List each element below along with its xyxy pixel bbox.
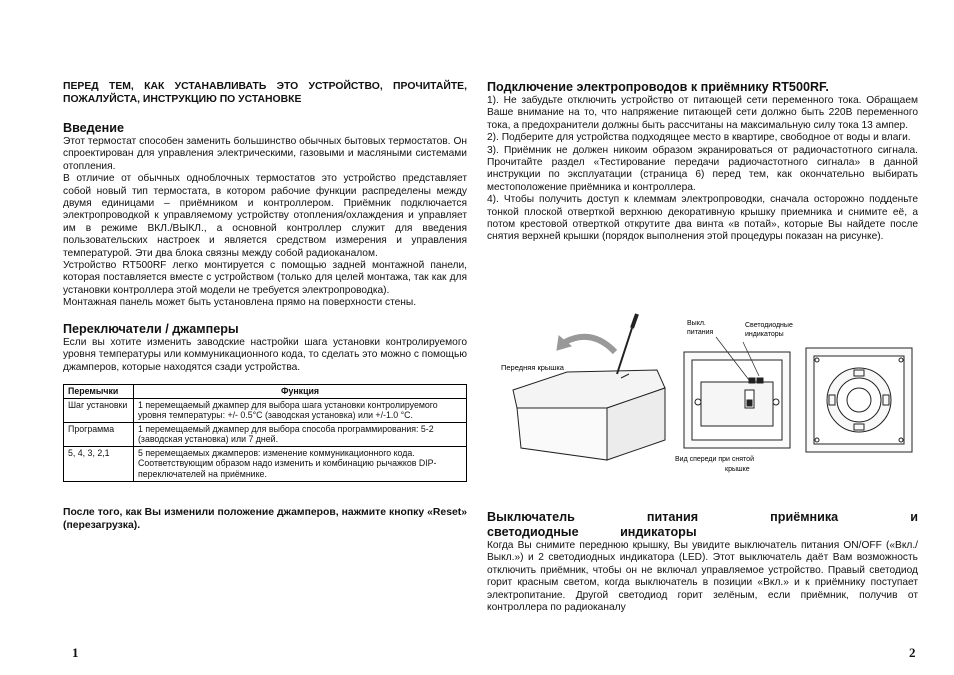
led-label: Светодиодные — [745, 322, 793, 329]
intro-paragraph: Монтажная панель может быть установлена прямо на поверхности стены. — [63, 297, 417, 309]
front-view-caption: крышке — [725, 466, 750, 473]
jumpers-table — [63, 384, 467, 482]
intro-heading: Введение — [63, 121, 125, 135]
table-cell: 1 перемещаемый джампер для выбора способа программирования: 5-2 (заводская установка) или 7 дней. — [134, 422, 467, 446]
table-row — [64, 398, 467, 422]
page-number-left: 1 — [72, 645, 79, 660]
jumpers-heading: Переключатели / джамперы — [63, 321, 239, 336]
wiring-step: 2). Подберите для устройства подходящее место в квартире, свободное от воды и влаги. — [487, 132, 911, 144]
wiring-step: 1). Не забудьте отключить устройство от питающей сети переменного тока. Обращаем Ваше внимание на то, что напряжение питающей сети должно быть 220В переменного тока, а предохранители должны быть рассчитаны на максимальную силу тока 13 ампер. — [487, 95, 918, 131]
power-off-label: питания — [687, 329, 714, 336]
table-header-jumpers: Перемычки — [64, 384, 134, 398]
table-header-row — [64, 384, 467, 398]
table-cell: 5, 4, 3, 2,1 — [64, 446, 134, 481]
receiver-diagram — [487, 300, 918, 480]
jumpers-paragraph: Если вы хотите изменить заводские настройки шага установки контролируемого уровня температуры или коммуникационного кода, то сделать это можно с помощью джамперов, которые находятся сзади устройства. — [63, 336, 467, 373]
mounting-plate-illustration — [806, 348, 912, 452]
right-page — [487, 80, 918, 244]
switch-paragraph: Когда Вы снимите переднюю крышку, Вы увидите выключатель питания ON/OFF («Вкл./Выкл.») и 2 светодиодных индикатора (LED). Этот выключатель даёт Вам возможность отключить приёмник, чтобы он не включал управляемое устройство. Правый светодиод горит красным светом, когда выключатель в позиции «Вкл.» и к приёмнику поступает электропитание. Другой светодиод горит зелёным, если приёмник, получив от контроллера по радиоканалу — [487, 540, 918, 614]
wiring-heading: Подключение электропроводов к приёмнику RT500RF. — [487, 80, 829, 94]
cover-removal-illustration — [513, 314, 665, 460]
wiring-step: 4). Чтобы получить доступ к клеммам электропроводки, сначала осторожно подденьте тонкой плоской отверткой верхнюю декоративную крышку приемника и снимите её, а потом крестовой отверткой открутите два винта «в потай», которые Вы найдете после снятия верхней крышки (порядок выполнения этой процедуры показан на рисунке). — [487, 194, 918, 243]
install-warning: ПЕРЕД ТЕМ, КАК УСТАНАВЛИВАТЬ ЭТО УСТРОЙСТВО, ПРОЧИТАЙТЕ, ПОЖАЛУЙСТА, ИНСТРУКЦИЮ ПО УСТАНОВКЕ — [63, 81, 467, 105]
led-label: индикаторы — [745, 331, 784, 338]
table-cell: Шаг установки — [64, 398, 134, 422]
front-view-illustration — [684, 337, 790, 448]
wiring-step: 3). Приёмник не должен никоим образом экранироваться от радиочастотного сигнала. Прочитайте раздел «Тестирование передачи радиочастотного сигнала» в данной инструкции по эксплуатации (страница 6) перед тем, как окончательно выбирать местоположение приёмника и контроллера. — [487, 144, 918, 193]
intro-paragraph: Устройство RT500RF легко монтируется с помощью задней монтажной панели, которая поставляется вместе с устройством (только для целей монтажа, так как для установки контроллера этой модели не требуется электропроводка). — [63, 260, 467, 296]
table-row — [64, 422, 467, 446]
table-cell: 5 перемещаемых джамперов: изменение коммуникационного кода. Соответствующим образом надо изменить и комбинацию рычажков DIP-переключателей на приёмнике. — [134, 446, 467, 481]
table-cell: Программа — [64, 422, 134, 446]
switch-section — [487, 510, 918, 614]
table-header-function: Функция — [134, 384, 467, 398]
intro-paragraph: Этот термостат способен заменить большинство обычных бытовых термостатов. Он спроектирован для управления электрическими, газовыми и масляными системами отопления. — [63, 136, 467, 172]
table-row — [64, 446, 467, 481]
front-cover-label: Передняя крышка — [501, 363, 564, 372]
switch-heading: Выключатель питания приёмника и светодиодные индикаторы — [487, 510, 918, 539]
reset-note: После того, как Вы изменили положение джамперов, нажмите кнопку «Reset» (перезагрузка). — [63, 506, 467, 531]
table-cell: 1 перемещаемый джампер для выбора шага установки контролируемого уровня температуры: +/- 0.5°C (заводская установка) или +/-1.0 °C. — [134, 398, 467, 422]
power-off-label: Выкл. — [687, 320, 706, 327]
intro-paragraph: В отличие от обычных одноблочных термостатов это устройство представляет собой новый тип термостата, в котором рабочие функции распределены между двумя единицами – приёмником и контроллером. Приёмник подключается электропроводкой к управляемому устройству отопления/охлаждения и управляет им в режиме ВКЛ./ВЫКЛ., а основной контроллер служит для введения пользовательских настроек и является средством измерения и управления температурой. Эти два блока связны между собой радиоканалом. — [63, 173, 467, 259]
front-view-caption: Вид спереди при снятой — [675, 456, 754, 463]
left-page — [63, 80, 467, 532]
page-number-right: 2 — [909, 645, 916, 660]
